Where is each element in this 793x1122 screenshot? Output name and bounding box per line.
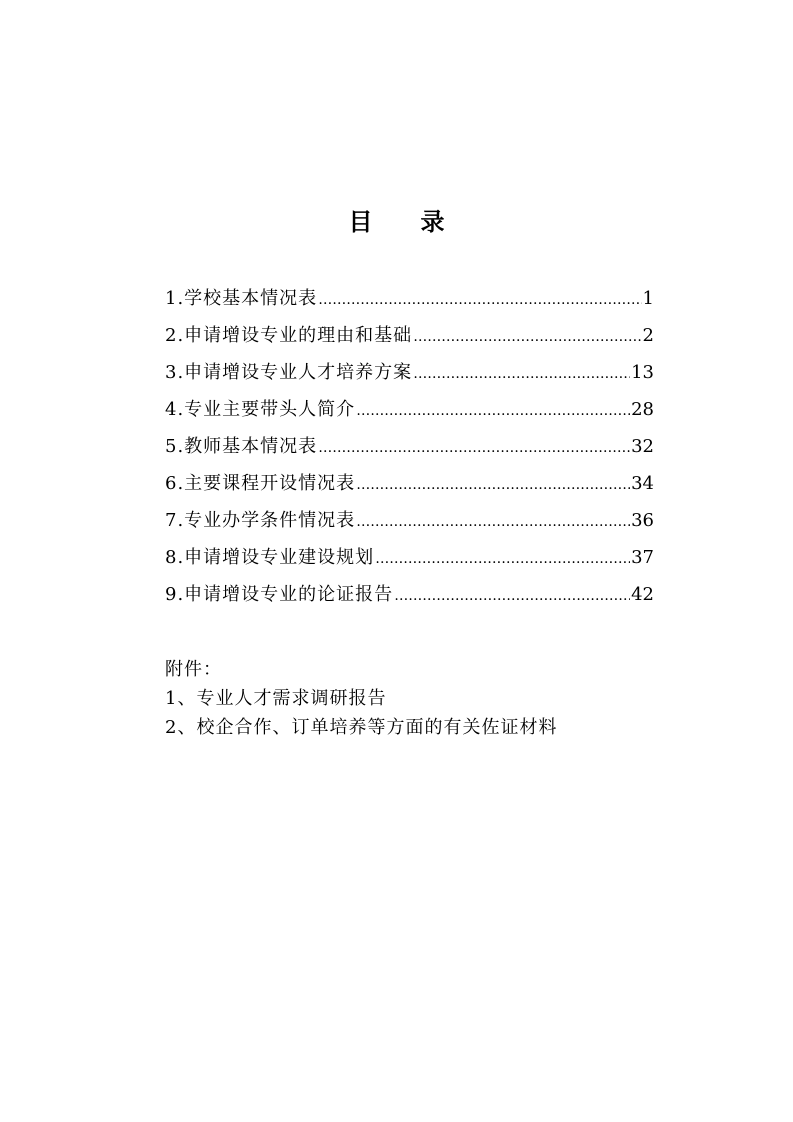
appendix-section <box>165 655 685 742</box>
title-char-2: 录 <box>420 208 445 236</box>
toc-dot-leader <box>318 433 630 463</box>
title-char-1: 目 <box>348 208 373 236</box>
toc-dot-leader <box>356 507 630 537</box>
toc-entry[interactable] <box>165 506 654 543</box>
toc-entry-page: 34 <box>631 473 654 494</box>
toc-entry-page: 36 <box>631 510 654 531</box>
toc-entry[interactable] <box>165 284 654 321</box>
toc-entry[interactable] <box>165 358 654 395</box>
toc-dot-leader <box>356 396 630 426</box>
toc-entry-page: 1 <box>642 288 654 309</box>
appendix-heading: 附件： <box>165 659 222 680</box>
toc-entry-page: 32 <box>631 436 654 457</box>
toc-dot-leader <box>413 359 630 389</box>
toc-dot-leader <box>318 285 641 315</box>
toc-entry-label: 5.教师基本情况表 <box>165 436 318 457</box>
toc-entry-page: 37 <box>631 547 654 568</box>
toc-entry-page: 13 <box>631 362 654 383</box>
toc-entry-page: 2 <box>642 325 654 346</box>
toc-entry-label: 7.专业办学条件情况表 <box>165 510 356 531</box>
toc-dot-leader <box>375 544 630 574</box>
toc-entry-label: 2.申请增设专业的理由和基础 <box>165 325 413 346</box>
toc-dot-leader <box>394 581 630 611</box>
toc-entry[interactable] <box>165 469 654 506</box>
toc-entry-label: 4.专业主要带头人简介 <box>165 399 356 420</box>
appendix-item: 1、专业人才需求调研报告 <box>165 688 387 709</box>
appendix-item: 2、校企合作、订单培养等方面的有关佐证材料 <box>165 717 558 738</box>
toc-entry-label: 1.学校基本情况表 <box>165 288 318 309</box>
toc-entry-page: 42 <box>631 584 654 605</box>
toc-dot-leader <box>356 470 630 500</box>
toc-entry[interactable] <box>165 432 654 469</box>
table-of-contents <box>165 284 654 617</box>
page-title <box>0 205 793 239</box>
toc-entry-label: 9.申请增设专业的论证报告 <box>165 584 394 605</box>
toc-dot-leader <box>413 322 641 352</box>
toc-entry-page: 28 <box>631 399 654 420</box>
toc-entry-label: 3.申请增设专业人才培养方案 <box>165 362 413 383</box>
toc-entry-label: 6.主要课程开设情况表 <box>165 473 356 494</box>
toc-entry[interactable] <box>165 321 654 358</box>
toc-entry[interactable] <box>165 580 654 617</box>
toc-entry[interactable] <box>165 395 654 432</box>
toc-entry[interactable] <box>165 543 654 580</box>
toc-entry-label: 8.申请增设专业建设规划 <box>165 547 375 568</box>
